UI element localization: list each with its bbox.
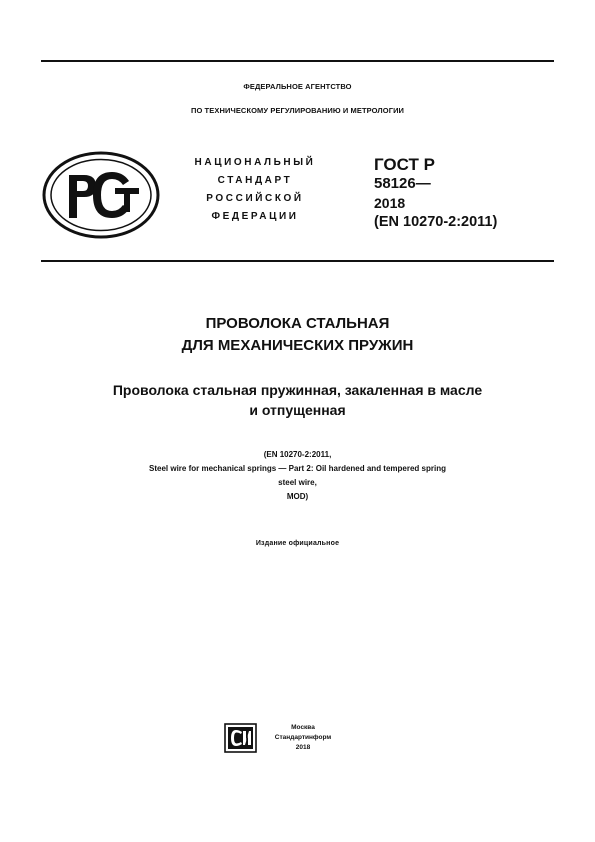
document-title — [0, 313, 595, 357]
national-standard-line-3: РОССИЙСКОЙ — [206, 193, 304, 204]
publisher-name: Стандартинформ — [274, 734, 332, 741]
edition-note: Издание официальное — [255, 540, 340, 547]
designation-number: 58126— — [374, 175, 431, 192]
rst-logo-icon — [41, 150, 161, 240]
document-subtitle — [0, 380, 595, 420]
title-line-1: ПРОВОЛОКА СТАЛЬНАЯ — [205, 315, 390, 332]
designation-equivalent: (EN 10270-2:2011) — [374, 214, 498, 230]
publisher-city: Москва — [291, 724, 315, 731]
en-reference-line-3: steel wire, — [278, 478, 317, 487]
en-reference-line-1: (EN 10270-2:2011, — [263, 450, 332, 459]
national-standard-block — [160, 154, 350, 226]
standard-designation — [374, 155, 497, 232]
title-line-2: ДЛЯ МЕХАНИЧЕСКИХ ПРУЖИН — [181, 337, 414, 354]
header-divider — [41, 260, 554, 262]
en-reference-line-4: MOD) — [286, 492, 309, 501]
national-standard-line-4: ФЕДЕРАЦИИ — [211, 211, 299, 222]
top-rule — [41, 60, 554, 62]
publisher-year: 2018 — [295, 744, 311, 751]
national-standard-line-1: НАЦИОНАЛЬНЫЙ — [194, 157, 316, 168]
standartinform-logo-icon — [224, 723, 257, 753]
national-standard-line-2: СТАНДАРТ — [217, 175, 293, 186]
subtitle-line-2: и отпущенная — [249, 402, 346, 418]
en-reference-line-2: Steel wire for mechanical springs — Part 2: Oil hardened and tempered spring — [149, 464, 446, 473]
publisher-block — [272, 723, 334, 753]
subtitle-line-1: Проволока стальная пружинная, закаленная в масле — [112, 382, 483, 398]
agency-line-2: ПО ТЕХНИЧЕСКОМУ РЕГУЛИРОВАНИЮ И МЕТРОЛОГИИ — [190, 106, 405, 115]
agency-line-1: ФЕДЕРАЛЬНОЕ АГЕНТСТВО — [243, 82, 352, 91]
en-reference — [0, 448, 595, 504]
designation-code: ГОСТ Р — [374, 155, 435, 174]
designation-year: 2018 — [374, 195, 406, 211]
